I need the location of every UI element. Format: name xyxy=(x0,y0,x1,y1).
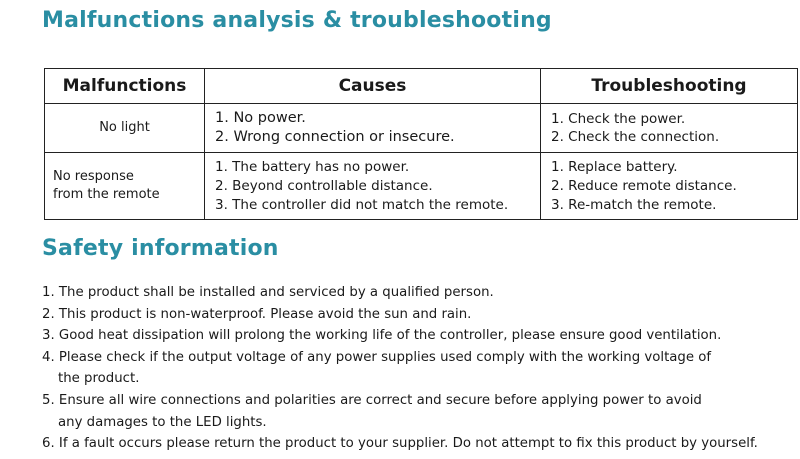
safety-item-text: 1. The product shall be installed and serviced by a qualified person. xyxy=(42,285,494,300)
cause-item: 3. The controller did not match the remote. xyxy=(215,196,509,213)
safety-list xyxy=(42,282,792,455)
malfunctions-table xyxy=(44,68,798,220)
header-malfunctions: Malfunctions xyxy=(45,69,205,104)
table-row xyxy=(45,104,798,153)
cause-item: 1. No power. xyxy=(215,110,306,126)
fix-item: 3. Re-match the remote. xyxy=(551,196,717,213)
causes-cell xyxy=(205,104,541,153)
fix-item: 2. Reduce remote distance. xyxy=(551,177,737,194)
header-troubleshooting: Troubleshooting xyxy=(541,69,798,104)
safety-item xyxy=(42,282,792,304)
safety-item-text: 2. This product is non-waterproof. Please avoid the sun and rain. xyxy=(42,306,472,322)
fix-item: 1. Replace battery. xyxy=(551,158,678,175)
cause-item: 2. Beyond controllable distance. xyxy=(215,177,433,194)
safety-item xyxy=(42,347,792,390)
causes-cell xyxy=(205,153,541,220)
table-header-row xyxy=(45,69,798,104)
safety-heading: Safety information xyxy=(42,236,279,261)
cause-item: 1. The battery has no power. xyxy=(215,158,410,175)
malfunction-cell: No light xyxy=(45,104,205,153)
safety-item-text: 3. Good heat dissipation will prolong the working life of the controller, please ensure good ventilation. xyxy=(42,328,722,344)
fix-item: 1. Check the power. xyxy=(551,111,686,127)
safety-item xyxy=(42,325,792,347)
cause-item: 2. Wrong connection or insecure. xyxy=(215,129,455,145)
safety-item-text: 6. If a fault occurs please return the product to your supplier. Do not attempt to fix this product by yourself. xyxy=(42,436,758,452)
troubleshooting-cell xyxy=(541,153,798,220)
malfunctions-heading: Malfunctions analysis & troubleshooting xyxy=(42,8,552,33)
malfunction-line: from the remote xyxy=(53,187,160,202)
safety-item-text: 4. Please check if the output voltage of any power supplies used comply with the working voltage of xyxy=(42,349,712,365)
safety-item xyxy=(42,304,792,326)
safety-item-continuation: any damages to the LED lights. xyxy=(58,414,267,430)
safety-item xyxy=(42,433,792,455)
troubleshooting-cell xyxy=(541,104,798,153)
malfunction-cell xyxy=(45,153,205,220)
table-row xyxy=(45,153,798,220)
safety-item-continuation: the product. xyxy=(58,371,140,387)
malfunction-line: No response xyxy=(53,169,134,184)
safety-item xyxy=(42,390,792,433)
header-causes: Causes xyxy=(205,69,541,104)
fix-item: 2. Check the connection. xyxy=(551,129,720,145)
safety-item-text: 5. Ensure all wire connections and polarities are correct and secure before applying power to avoid xyxy=(42,392,702,408)
